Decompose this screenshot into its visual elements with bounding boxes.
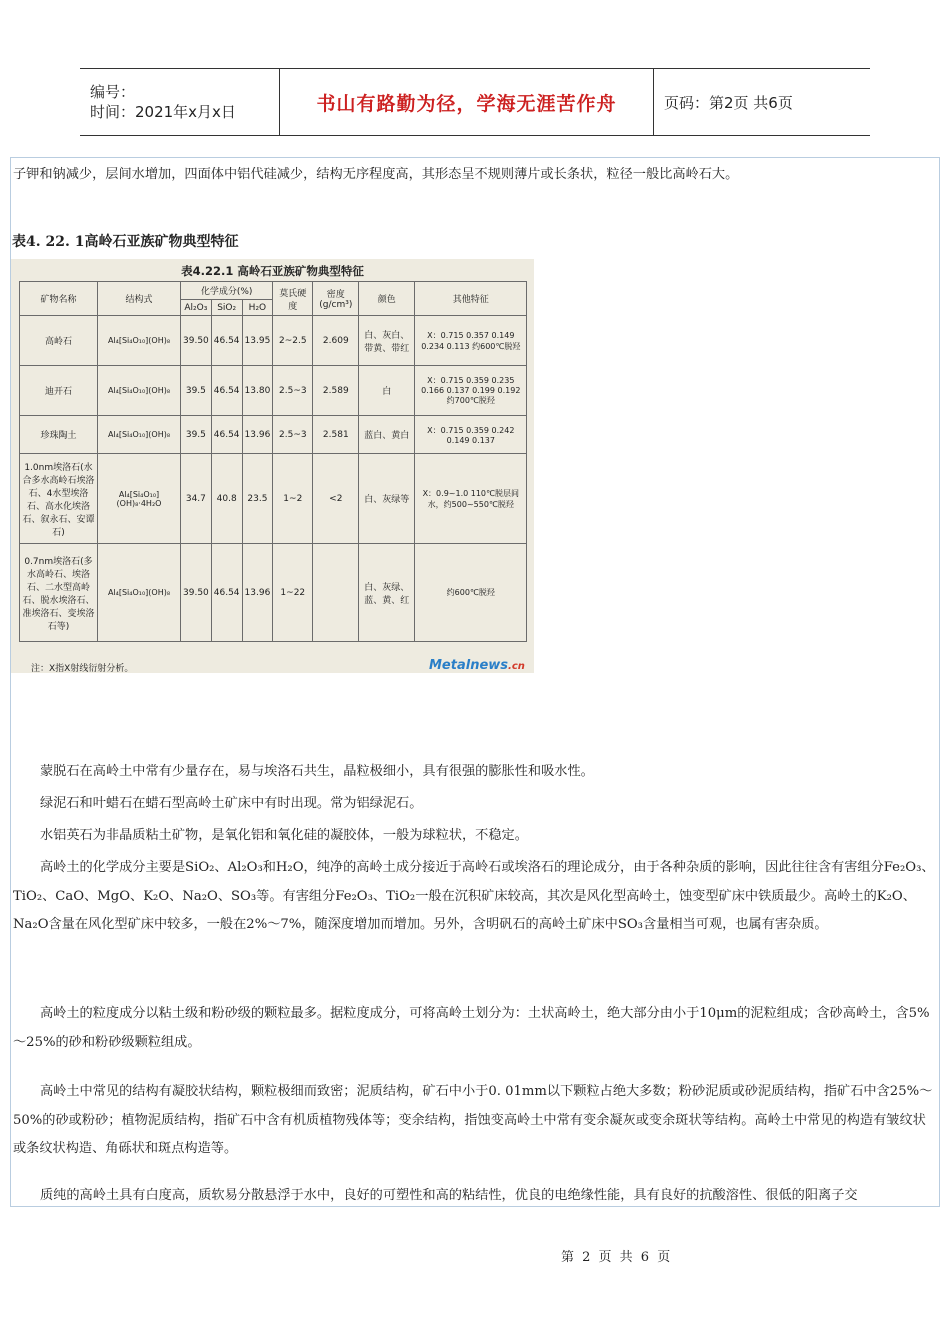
cell-hardness: 1~22 bbox=[273, 544, 313, 642]
cell-al2o3: 39.5 bbox=[181, 416, 212, 454]
header-density: 密度(g/cm³) bbox=[313, 282, 359, 316]
paragraph: 质纯的高岭土具有白度高，质软易分散悬浮于水中，良好的可塑性和高的粘结性，优良的电绝缘性能，具有良好的抗酸溶性、很低的阳离子交 bbox=[40, 1188, 858, 1203]
cell-color: 白、灰绿等 bbox=[359, 454, 415, 544]
paragraph: 高岭土的粒度成分以粘土级和粉砂级的颗粒最多。据粒度成分，可将高岭土划分为：土状高岭土，绝大部分由小于10μm的泥粒组成；含砂高岭土，含5%～25%的砂和粉砂级颗粒组成。 bbox=[13, 1006, 930, 1050]
header-sio2: SiO₂ bbox=[211, 300, 242, 316]
cell-hardness: 2~2.5 bbox=[273, 316, 313, 366]
cell-al2o3: 39.50 bbox=[181, 316, 212, 366]
cell-sio2: 46.54 bbox=[211, 316, 242, 366]
cell-color: 白、灰白、带黄、带红 bbox=[359, 316, 415, 366]
header-chem: 化学成分(%) bbox=[181, 282, 273, 300]
cell-hardness: 2.5~3 bbox=[273, 366, 313, 416]
header-motto: 书山有路勤为径，学海无涯苦作舟 bbox=[316, 92, 617, 115]
header-al2o3: Al₂O₃ bbox=[181, 300, 212, 316]
paragraph: 水铝英石为非晶质粘土矿物，是氧化铝和氧化硅的凝胶体，一般为球粒状，不稳定。 bbox=[40, 828, 528, 843]
paragraph: 绿泥石和叶蜡石在蜡石型高岭土矿床中有时出现。常为铝绿泥石。 bbox=[40, 796, 423, 811]
cell-hardness: 2.5~3 bbox=[273, 416, 313, 454]
content-frame bbox=[10, 157, 940, 1207]
paragraph: 高岭土中常见的结构有凝胶状结构，颗粒极细而致密；泥质结构，矿石中小于0. 01mm以下颗粒占绝大多数；粉砂泥质或砂泥质结构，指矿石中含25%～50%的砂或粉砂；植物泥质结构，指矿石中含有机质植物残体等；变余结构，指蚀变高岭土中常有变余凝灰或变余斑状等结构。高岭土中常见的构造有皱纹状或条纹状构造、角砾状和斑点构造等。 bbox=[13, 1084, 933, 1156]
cell-formula: Al₄[Si₄O₁₀](OH)₈ bbox=[98, 544, 181, 642]
cell-other: X：0.715 0.359 0.235 0.166 0.137 0.199 0.192 约700℃脱羟 bbox=[415, 366, 527, 416]
cell-h2o: 23.5 bbox=[242, 454, 273, 544]
cell-name: 珍珠陶土 bbox=[20, 416, 98, 454]
cell-name: 0.7nm埃洛石(多水高岭石、埃洛石、二水型高岭石、脱水埃洛石、准埃洛石、变埃洛石等) bbox=[20, 544, 98, 642]
cell-density: <2 bbox=[313, 454, 359, 544]
table-header-row bbox=[20, 282, 527, 300]
doc-time-label: 时间：2021年x月x日 bbox=[90, 103, 236, 121]
cell-al2o3: 34.7 bbox=[181, 454, 212, 544]
table-row bbox=[20, 454, 527, 544]
cell-h2o: 13.96 bbox=[242, 544, 273, 642]
header-color: 颜色 bbox=[359, 282, 415, 316]
cell-al2o3: 39.50 bbox=[181, 544, 212, 642]
table-row bbox=[20, 544, 527, 642]
cell-al2o3: 39.5 bbox=[181, 366, 212, 416]
cell-density bbox=[313, 544, 359, 642]
cell-sio2: 40.8 bbox=[211, 454, 242, 544]
header-formula: 结构式 bbox=[98, 282, 181, 316]
cell-other: X：0.715 0.357 0.149 0.234 0.113 约600℃脱羟 bbox=[415, 316, 527, 366]
cell-formula: Al₄[Si₄O₁₀](OH)₈ bbox=[98, 366, 181, 416]
header-other: 其他特征 bbox=[415, 282, 527, 316]
cell-name: 迪开石 bbox=[20, 366, 98, 416]
header-info bbox=[80, 69, 280, 135]
continuation-text: 子钾和钠减少，层间水增加，四面体中铝代硅减少，结构无序程度高，其形态呈不规则薄片或长条状，粒径一般比高岭石大。 bbox=[13, 167, 739, 182]
cell-color: 白 bbox=[359, 366, 415, 416]
header-hardness: 莫氏硬度 bbox=[273, 282, 313, 316]
table-note: 注：X指X射线衍射分析。 bbox=[31, 664, 134, 673]
cell-density: 2.609 bbox=[313, 316, 359, 366]
paragraph: 蒙脱石在高岭土中常有少量存在，易与埃洛石共生，晶粒极细小，具有很强的膨胀性和吸水性。 bbox=[40, 764, 594, 779]
header-page-cell bbox=[654, 69, 870, 135]
table-row bbox=[20, 316, 527, 366]
cell-other: X：0.9~1.0 110℃脱层间水，约500~550℃脱羟 bbox=[415, 454, 527, 544]
cell-formula: Al₄[Si₄O₁₀](OH)₈ bbox=[98, 416, 181, 454]
cell-formula: Al₄[Si₄O₁₀](OH)₈·4H₂O bbox=[98, 454, 181, 544]
cell-hardness: 1~2 bbox=[273, 454, 313, 544]
cell-name: 1.0nm埃洛石(水合多水高岭石埃洛石、4水型埃洛石、高水化埃洛石、叙永石、安谭石) bbox=[20, 454, 98, 544]
table-row bbox=[20, 416, 527, 454]
table-scan-image bbox=[11, 259, 534, 673]
scan-table-title: 表4.22.1 高岭石亚族矿物典型特征 bbox=[181, 264, 364, 278]
table-caption: 表4. 22. 1高岭石亚族矿物典型特征 bbox=[12, 234, 239, 250]
cell-name: 高岭石 bbox=[20, 316, 98, 366]
mineral-table bbox=[19, 281, 527, 642]
table-row bbox=[20, 366, 527, 416]
cell-sio2: 46.54 bbox=[211, 544, 242, 642]
cell-color: 蓝白、黄白 bbox=[359, 416, 415, 454]
paragraph: 高岭土的化学成分主要是SiO₂、Al₂O₃和H₂O，纯净的高岭土成分接近于高岭石或埃洛石的理论成分，由于各种杂质的影响，因此往往含有害组分Fe₂O₃、TiO₂、CaO、MgO、K₂O、Na₂O、SO₃等。有害组分Fe₂O₃、TiO₂一般在沉积矿床较高，其次是风化型高岭土，蚀变型矿床中铁质最少。高岭土的K₂O、Na₂O含量在风化型矿床中较多，一般在2%～7%，随深度增加而增加。另外，含明矾石的高岭土矿床中SO₃含量相当可观，也属有害杂质。 bbox=[13, 860, 935, 932]
cell-h2o: 13.96 bbox=[242, 416, 273, 454]
watermark-logo: Metalnews.cn bbox=[429, 658, 525, 673]
cell-h2o: 13.80 bbox=[242, 366, 273, 416]
cell-color: 白、灰绿、蓝、黄、红 bbox=[359, 544, 415, 642]
cell-formula: Al₄[Si₄O₁₀](OH)₈ bbox=[98, 316, 181, 366]
cell-density: 2.581 bbox=[313, 416, 359, 454]
cell-other: X：0.715 0.359 0.242 0.149 0.137 bbox=[415, 416, 527, 454]
doc-code-label: 编号： bbox=[90, 83, 136, 101]
header-motto-cell bbox=[280, 69, 654, 135]
header-name: 矿物名称 bbox=[20, 282, 98, 316]
cell-h2o: 13.95 bbox=[242, 316, 273, 366]
header-h2o: H₂O bbox=[242, 300, 273, 316]
cell-other: 约600℃脱羟 bbox=[415, 544, 527, 642]
cell-sio2: 46.54 bbox=[211, 366, 242, 416]
page-footer: 第 2 页 共 6 页 bbox=[561, 1250, 673, 1265]
cell-sio2: 46.54 bbox=[211, 416, 242, 454]
page-header bbox=[80, 68, 870, 136]
cell-density: 2.589 bbox=[313, 366, 359, 416]
header-page-number: 页码：第2页 共6页 bbox=[664, 93, 793, 112]
